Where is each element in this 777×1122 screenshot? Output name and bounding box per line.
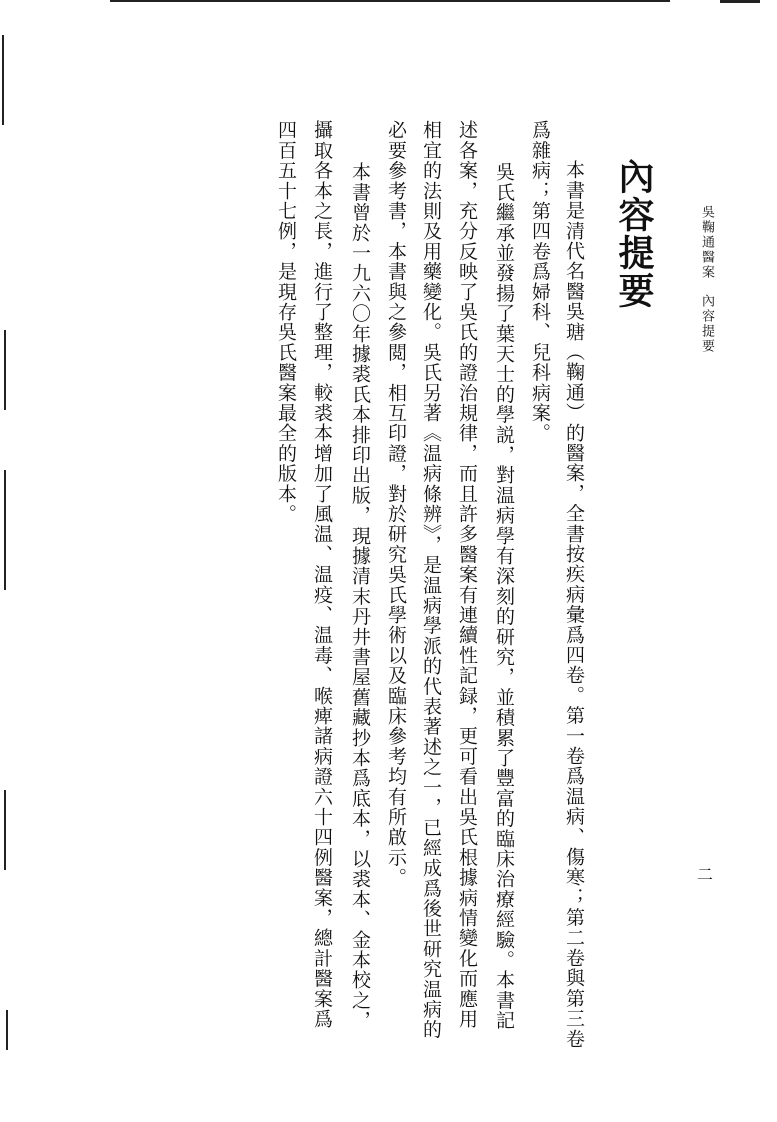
text-column: 攝取各本之長，進行了整理，較裘本增加了風温、温疫、温毒、喉痺諸病證六十四例醫案，總計醫案爲 — [311, 120, 333, 1029]
scan-mark-left — [4, 330, 6, 410]
scan-mark-left — [6, 1010, 8, 1050]
scan-mark-left — [4, 470, 6, 590]
scan-mark-top-right — [720, 0, 760, 3]
text-column: 四百五十七例，是現存吳氏醫案最全的版本。 — [275, 120, 297, 524]
text-column: 本書是清代名醫吳瑭（鞠通）的醫案，全書按疾病彙爲四卷。第一卷爲温病、傷寒；第二卷與第三卷 — [563, 160, 585, 1049]
text-column: 吳氏繼承並發揚了葉天士的學説，對温病學有深刻的研究，並積累了豐富的臨床治療經驗。本書記 — [493, 162, 515, 1031]
text-column: 爲雜病；第四卷爲婦科、兒科病案。 — [529, 120, 551, 444]
scan-border-top — [110, 0, 670, 2]
page-title: 內容提要 — [613, 158, 655, 310]
section-title: 內容提要 — [699, 294, 714, 354]
book-title: 吳鞠通醫案 — [699, 205, 714, 280]
text-column: 必要參考書，本書與之參閲，相互印證，對於研究吳氏學術以及臨床參考均有所啟示。 — [385, 120, 407, 888]
page-number: 二 — [697, 865, 714, 884]
scan-mark-left — [4, 790, 6, 870]
text-column: 述各案，充分反映了吳氏的證治規律，而且許多醫案有連續性記録，更可看出吳氏根據病情變化而應用 — [456, 120, 478, 1029]
running-header — [697, 205, 716, 354]
text-column: 本書曾於一九六〇年據裘氏本排印出版，現據清末丹井書屋舊藏抄本爲底本，以裘本、金本校之， — [349, 162, 371, 1031]
text-column: 相宜的法則及用藥變化。吳氏另著《温病條辨》，是温病學派的代表著述之一，已經成爲後世研究温病的 — [420, 120, 442, 1040]
scan-border-left — [2, 35, 4, 125]
